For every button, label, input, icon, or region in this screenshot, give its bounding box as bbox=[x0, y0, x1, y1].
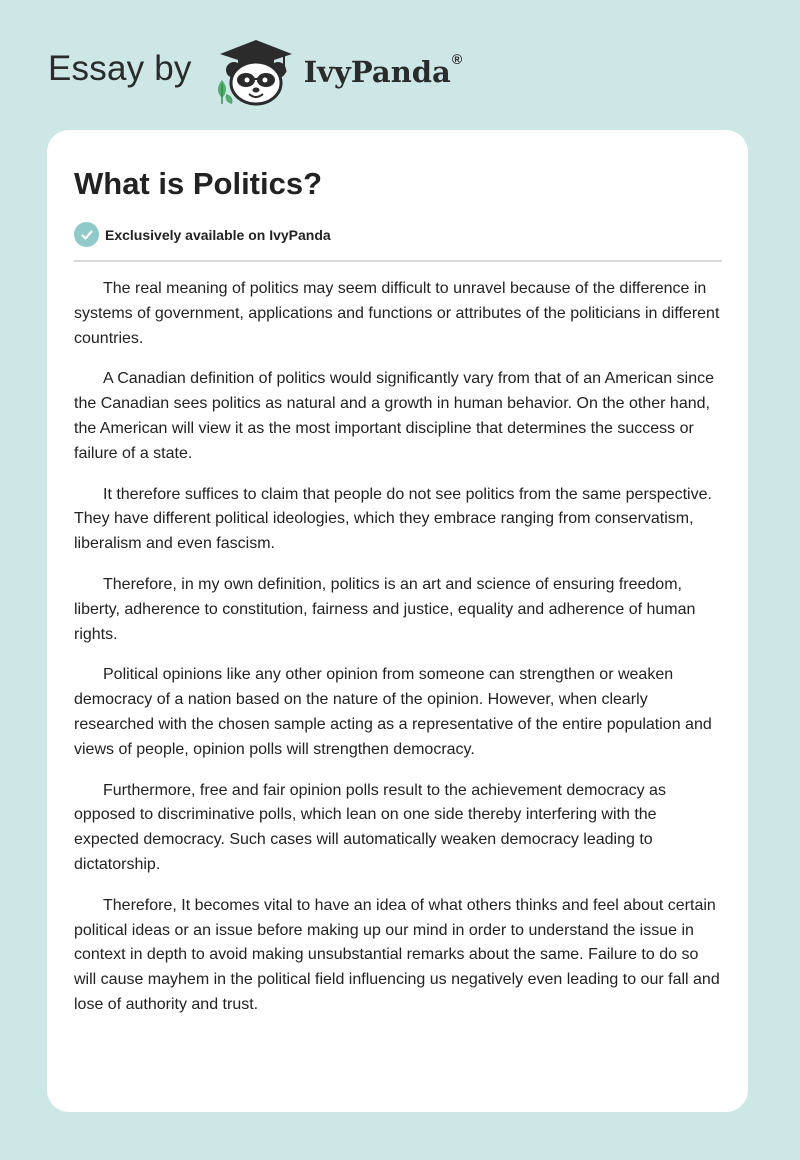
badge-label: Exclusively available on IvyPanda bbox=[105, 226, 331, 243]
page-title: What is Politics? bbox=[74, 166, 323, 201]
brand-name[interactable]: IvyPanda® bbox=[303, 51, 463, 89]
checkmark-icon bbox=[74, 222, 99, 247]
paragraph: A Canadian definition of politics would significantly vary from that of an American since the Canadian sees politics as natural and a growth in human behavior. On the other hand, the American will view it as the most important discipline that determines the success or failure of a state. bbox=[74, 370, 714, 462]
paragraph: The real meaning of politics may seem difficult to unravel because of the difference in systems of government, applications and functions or attributes of the politicians in different countries. bbox=[74, 280, 720, 347]
paragraph: Therefore, It becomes vital to have an idea of what others thinks and feel about certain political ideas or an issue before making up our mind in order to understand the issue in context in depth to avoid making unsubstantial remarks about the same. Failure to do so will cause mayhem in the political field influencing us negatively even leading to our fall and lose of authority and trust. bbox=[74, 896, 720, 1013]
registered-mark: ® bbox=[451, 51, 463, 67]
site-header bbox=[48, 34, 462, 108]
essay-body bbox=[74, 277, 722, 1018]
essay-card bbox=[47, 130, 748, 1112]
paragraph: Furthermore, free and fair opinion polls result to the achievement democracy as opposed to discriminative polls, which lean on one side thereby interfering with the expected democracy. Such cases will automatically weaken democracy leading to dictatorship. bbox=[74, 781, 666, 873]
paragraph: Therefore, in my own definition, politics is an art and science of ensuring freedom, liberty, adherence to constitution, fairness and justice, equality and adherence of human rights. bbox=[74, 575, 696, 643]
paragraph: It therefore suffices to claim that people do not see politics from the same perspective. They have different political ideologies, which they embrace ranging from conservatism, liberalism and even fascism. bbox=[74, 485, 712, 553]
essay-by-label: Essay by bbox=[48, 49, 192, 88]
panda-graduate-icon bbox=[210, 34, 302, 108]
paragraph: Political opinions like any other opinion from someone can strengthen or weaken democracy of a nation based on the nature of the opinion. However, when clearly researched with the chosen sample acting as a representative of the entire population and views of people, opinion polls will strengthen democracy. bbox=[74, 666, 712, 758]
exclusive-badge bbox=[74, 222, 722, 247]
title-divider bbox=[74, 260, 722, 262]
